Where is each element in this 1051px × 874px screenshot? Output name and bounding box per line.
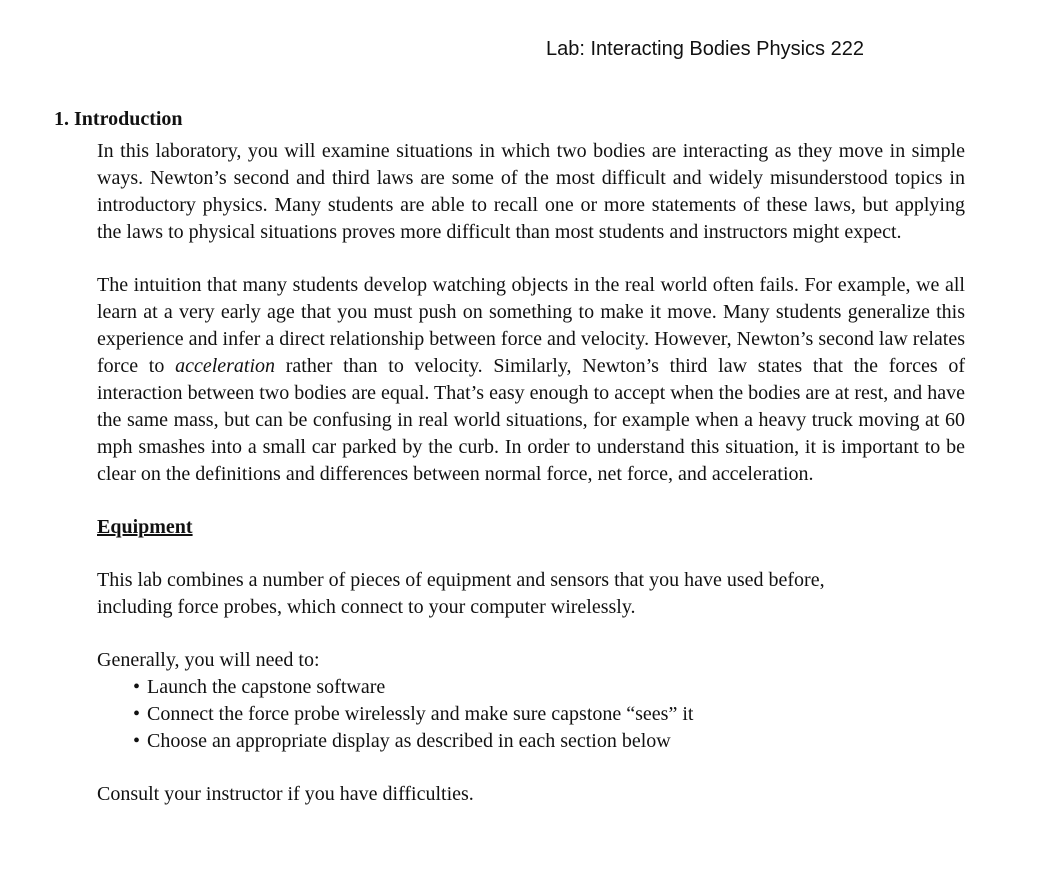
paragraph-spacer <box>97 541 965 567</box>
bullet-icon: • <box>133 730 141 752</box>
paragraph-spacer <box>97 755 965 781</box>
paragraph-spacer <box>97 246 965 272</box>
list-item <box>133 728 965 755</box>
equipment-paragraph-line-1: This lab combines a number of pieces of equipment and sensors that you have used before, <box>97 569 825 591</box>
equipment-paragraph <box>97 567 965 621</box>
list-item-text: Choose an appropriate display as described in each section below <box>147 730 671 752</box>
intro-paragraph-2 <box>97 272 965 488</box>
equipment-lead-in: Generally, you will need to: <box>97 649 320 671</box>
equipment-steps-list <box>97 674 965 755</box>
paragraph-spacer <box>97 621 965 647</box>
closing-note: Consult your instructor if you have difficulties. <box>97 783 474 805</box>
intro-paragraph-2-part-2: rather than to velocity. Similarly, Newton’s third law states that the forces of interaction between two bodies are equal. That’s easy enough to accept when the bodies are at rest, and have the same mass, but can be confusing in real world situations, for example when a heavy truck moving at 60 mph smashes into a small car parked by the curb. In order to understand this situation, it is important to be clear on the definitions and differences between normal force, net force, and acceleration. <box>97 355 965 485</box>
intro-paragraph-2-part-1: The intuition that many students develop watching objects in the real world often fails. For example, we all learn at a very early age that you must push on something to make it move. Many students generalize this experience and infer a direct relationship between force and velocity. However, Newton’s second law relates force to <box>97 274 965 377</box>
bullet-icon: • <box>133 703 141 725</box>
bullet-icon: • <box>133 676 141 698</box>
acceleration-emphasis: acceleration <box>175 355 276 377</box>
paragraph-spacer <box>97 488 965 514</box>
intro-paragraph-1: In this laboratory, you will examine situations in which two bodies are interacting as they move in simple ways. Newton’s second and third laws are some of the most difficult and widely misunderstood topics in introductory physics. Many students are able to recall one or more statements of these laws, but applying the laws to physical situations proves more difficult than most students and instructors might expect. <box>97 140 965 243</box>
equipment-paragraph-line-2: including force probes, which connect to your computer wirelessly. <box>97 596 636 618</box>
section-heading-introduction: 1. Introduction <box>54 108 183 130</box>
list-item-text: Connect the force probe wirelessly and make sure capstone “sees” it <box>147 703 694 725</box>
equipment-heading: Equipment <box>97 516 193 538</box>
list-item-text: Launch the capstone software <box>147 676 386 698</box>
document-header: Lab: Interacting Bodies Physics 222 <box>546 38 864 60</box>
list-item <box>133 701 965 728</box>
list-item <box>133 674 965 701</box>
document-body <box>97 138 965 808</box>
